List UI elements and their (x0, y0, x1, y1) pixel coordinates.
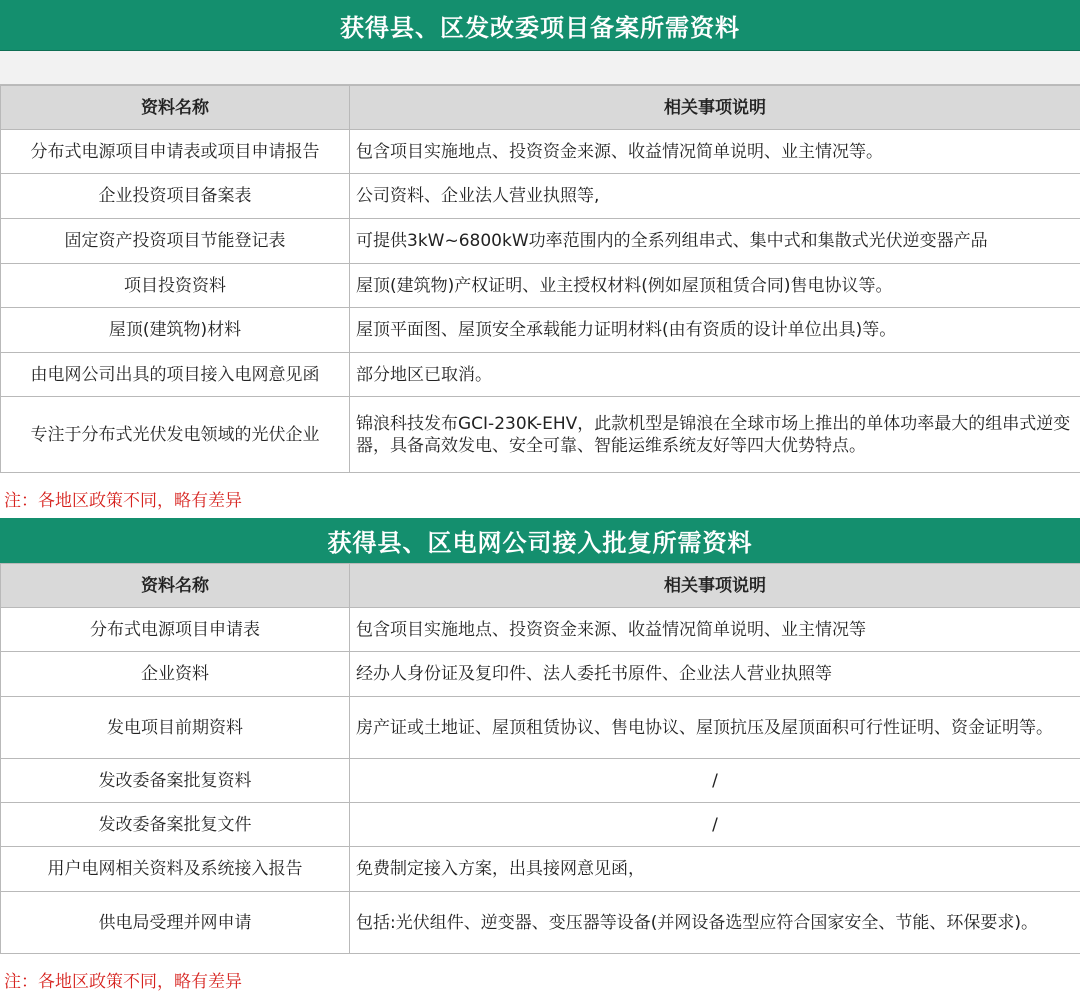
section1-spacer-band (0, 51, 1080, 85)
header-desc: 相关事项说明 (350, 86, 1080, 130)
table-row (1, 130, 1080, 174)
section2-note: 注：各地区政策不同，略有差异 (4, 972, 242, 992)
row-desc: 可提供3kW~6800kW功率范围内的全系列组串式、集中式和集散式光伏逆变器产品 (350, 219, 1080, 264)
section1-title: 获得县、区发改委项目备案所需资料 (0, 0, 1080, 51)
row-name: 发改委备案批复资料 (1, 759, 350, 803)
row-desc: 包含项目实施地点、投资资金来源、收益情况简单说明、业主情况等 (350, 608, 1080, 652)
table-row (1, 759, 1080, 803)
row-name: 项目投资资料 (1, 264, 350, 308)
row-desc: 免费制定接入方案，出具接网意见函， (350, 847, 1080, 892)
row-name: 发电项目前期资料 (1, 697, 350, 759)
row-desc: 包括:光伏组件、逆变器、变压器等设备(并网设备选型应符合国家安全、节能、环保要求)。 (350, 892, 1080, 954)
row-name: 用户电网相关资料及系统接入报告 (1, 847, 350, 892)
row-name: 发改委备案批复文件 (1, 803, 350, 847)
row-name: 专注于分布式光伏发电领域的光伏企业 (1, 397, 350, 473)
row-desc: / (350, 759, 1080, 803)
row-desc: 屋顶平面图、屋顶安全承载能力证明材料(由有资质的设计单位出具)等。 (350, 308, 1080, 353)
row-name: 屋顶(建筑物)材料 (1, 308, 350, 353)
row-name: 固定资产投资项目节能登记表 (1, 219, 350, 264)
table-row (1, 608, 1080, 652)
header-desc: 相关事项说明 (350, 564, 1080, 608)
section2-title: 获得县、区电网公司接入批复所需资料 (0, 518, 1080, 564)
table-row (1, 697, 1080, 759)
header-name: 资料名称 (1, 86, 350, 130)
table-row (1, 397, 1080, 473)
row-name: 企业资料 (1, 652, 350, 697)
table-row (1, 847, 1080, 892)
row-name: 供电局受理并网申请 (1, 892, 350, 954)
table-header-row (1, 86, 1080, 130)
row-name: 企业投资项目备案表 (1, 174, 350, 219)
table-row (1, 892, 1080, 954)
table-row (1, 803, 1080, 847)
row-name: 由电网公司出具的项目接入电网意见函 (1, 353, 350, 397)
row-desc: 部分地区已取消。 (350, 353, 1080, 397)
row-name: 分布式电源项目申请表 (1, 608, 350, 652)
row-desc: 公司资料、企业法人营业执照等, (350, 174, 1080, 219)
table-row (1, 264, 1080, 308)
row-desc: 经办人身份证及复印件、法人委托书原件、企业法人营业执照等 (350, 652, 1080, 697)
table-row (1, 652, 1080, 697)
row-desc: 锦浪科技发布GCI-230K-EHV，此款机型是锦浪在全球市场上推出的单体功率最大的组串式逆变器，具备高效发电、安全可靠、智能运维系统友好等四大优势特点。 (350, 397, 1080, 473)
table-header-row (1, 564, 1080, 608)
row-desc: 屋顶(建筑物)产权证明、业主授权材料(例如屋顶租赁合同)售电协议等。 (350, 264, 1080, 308)
row-desc: / (350, 803, 1080, 847)
header-name: 资料名称 (1, 564, 350, 608)
table-row (1, 219, 1080, 264)
table-row (1, 353, 1080, 397)
section1-table (0, 85, 1080, 473)
section2-table (0, 563, 1080, 954)
table-row (1, 308, 1080, 353)
section1-note: 注：各地区政策不同，略有差异 (4, 491, 242, 511)
row-desc: 房产证或土地证、屋顶租赁协议、售电协议、屋顶抗压及屋顶面积可行性证明、资金证明等。 (350, 697, 1080, 759)
table-row (1, 174, 1080, 219)
row-name: 分布式电源项目申请表或项目申请报告 (1, 130, 350, 174)
row-desc: 包含项目实施地点、投资资金来源、收益情况简单说明、业主情况等。 (350, 130, 1080, 174)
